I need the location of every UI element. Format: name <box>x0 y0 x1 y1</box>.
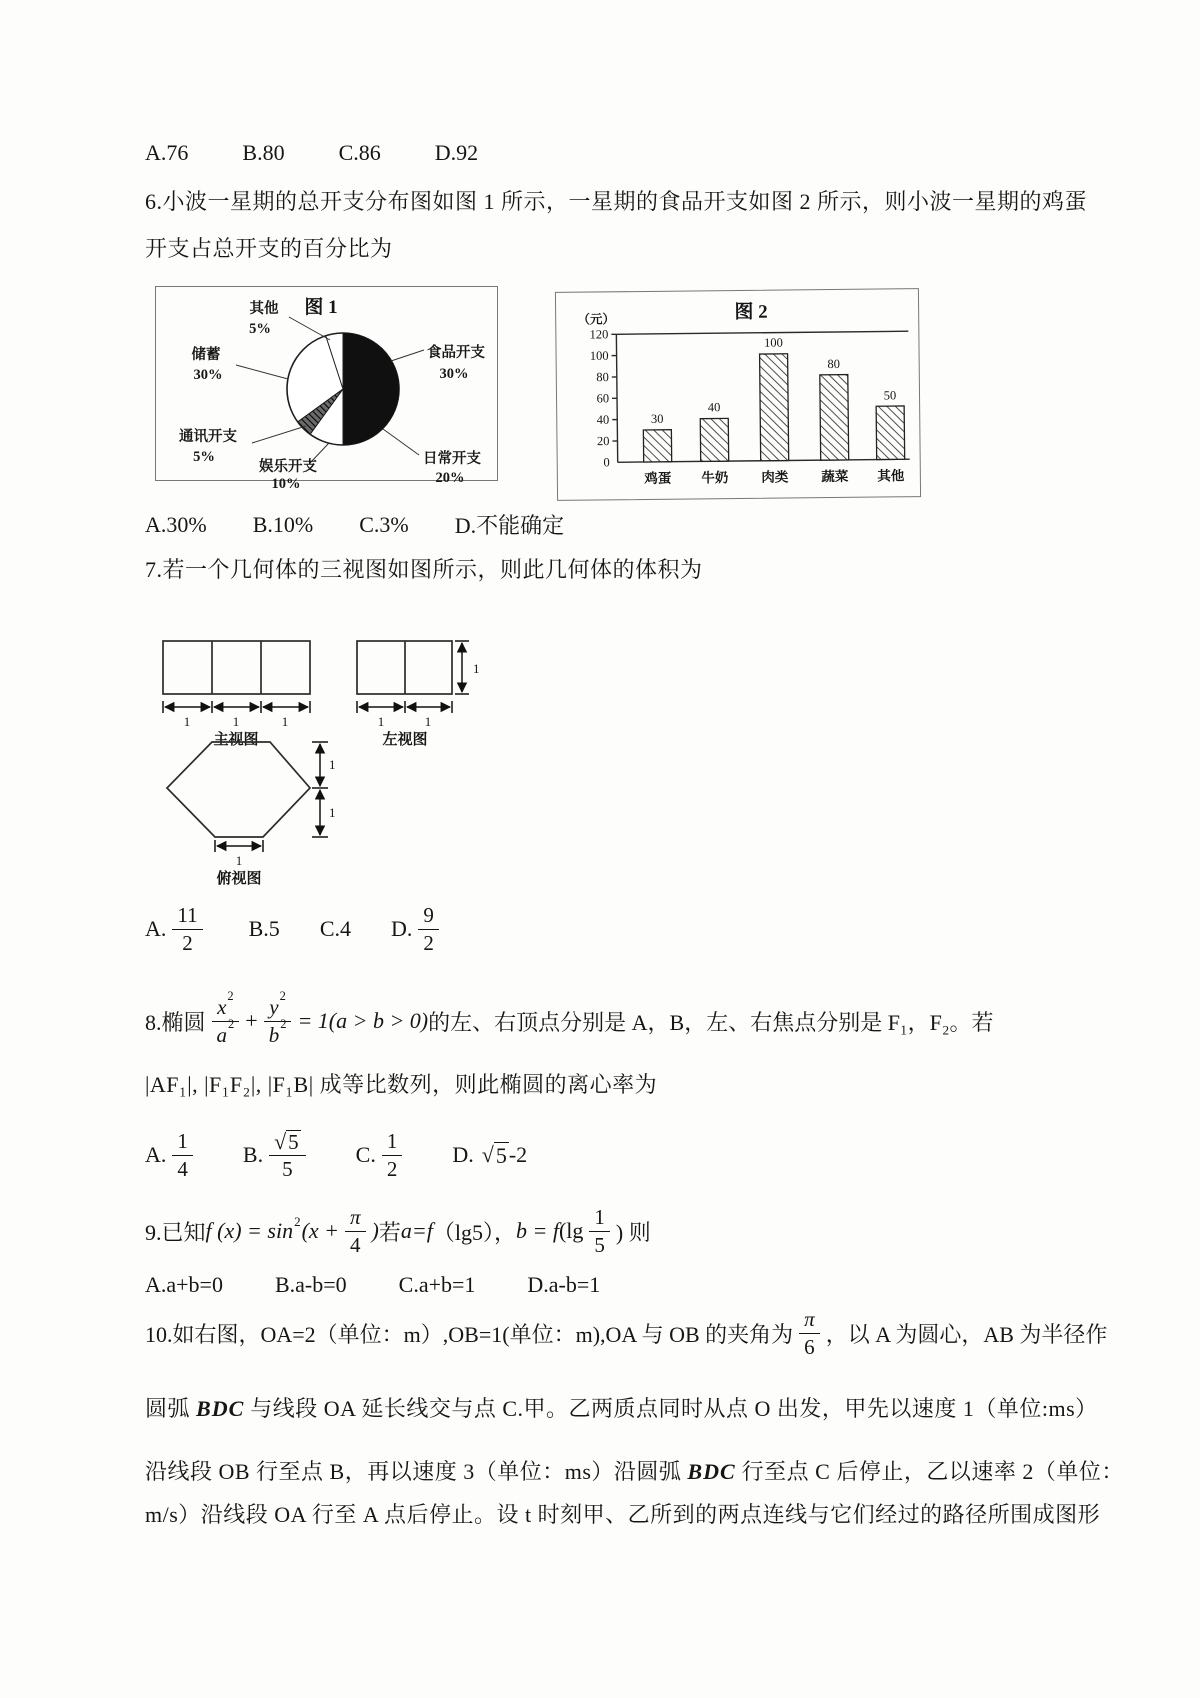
fraction-denominator: 4 <box>177 1156 188 1181</box>
fraction-numerator: 9 <box>418 904 439 929</box>
bar-ytick-labels <box>590 327 610 469</box>
q8-options-row <box>145 1115 527 1195</box>
q9-exponent: 2 <box>294 1214 301 1229</box>
pie-label-savings: 储蓄 <box>191 347 221 363</box>
q10-line2a: 圆弧 <box>145 1396 197 1421</box>
pie-label-comm: 通讯开支 <box>179 429 237 445</box>
bar-cat-veg: 蔬菜 <box>821 468 849 485</box>
q9-close: ) <box>371 1218 379 1243</box>
pie-pct-comm: 5% <box>193 449 215 465</box>
den-exp: 2 <box>228 1016 235 1031</box>
q5-option-d: D.92 <box>434 140 479 165</box>
front-view-dims <box>163 701 310 713</box>
q9-b-def: b = f <box>515 1218 559 1243</box>
side-dim-1b: 1 <box>424 714 432 729</box>
q10-line2b: 与线段 OA 延长线交与点 C.甲。乙两质点同时从点 O 出发，甲先以速度 1（单位:ms） <box>244 1396 1098 1421</box>
q9-fx: f (x) = sin <box>205 1218 294 1243</box>
pie-chart <box>156 287 497 492</box>
q9-option-a: A.a+b=0 <box>145 1272 223 1297</box>
pie-pct-foodexp: 30% <box>439 366 469 382</box>
q8-option-c <box>356 1130 409 1179</box>
bar-other <box>876 406 905 460</box>
q8-option-c-label: C. <box>355 1142 376 1167</box>
q8-line1 <box>145 975 994 1067</box>
ytick-100: 100 <box>589 348 609 363</box>
pie-label-fun: 娱乐开支 <box>259 459 317 475</box>
arc-name-bdc: BDC <box>687 1459 736 1484</box>
q7-option-a <box>145 904 209 953</box>
ytick-120: 120 <box>589 327 609 342</box>
q6-option-d: D.不能确定 <box>454 513 565 538</box>
q7-option-a-label: A. <box>145 916 167 941</box>
fraction-numerator: π <box>799 1308 820 1333</box>
bar-chart <box>556 289 920 500</box>
q9-t1: 若 <box>378 1219 401 1245</box>
q9-a-def: a=f <box>400 1218 433 1243</box>
q5-option-c: C.86 <box>338 140 381 165</box>
q8-option-b-label: B. <box>242 1141 264 1167</box>
q6-text-line2: 开支占总开支的百分比为 <box>145 236 393 261</box>
side-dim-1a: 1 <box>377 714 385 729</box>
q9-t4: ) 则 <box>615 1219 651 1245</box>
q7-options-row <box>145 893 445 965</box>
q8-option-b <box>243 1130 312 1180</box>
pie-pct-savings: 30% <box>193 367 223 383</box>
q9-options-row <box>145 1272 600 1298</box>
den-base: b <box>268 1022 280 1047</box>
q8-line2: |AF₁|, |F₁F₂|, |F₁B| 成等比数列，则此椭圆的离心率为 <box>145 1072 658 1097</box>
bar-milk <box>700 418 728 461</box>
sqrt-5 <box>482 1142 509 1169</box>
fraction-9-2 <box>418 904 439 953</box>
bar-cat-milk: 牛奶 <box>701 470 729 486</box>
bar-veg <box>820 375 849 461</box>
q8-plus: + <box>245 1008 258 1033</box>
bar-value-milk: 40 <box>707 400 721 415</box>
side-view-caption: 左视图 <box>382 732 428 748</box>
top-view-caption: 俯视图 <box>216 871 262 887</box>
bar-cat-eggs: 鸡蛋 <box>644 470 672 486</box>
bar-meat <box>760 354 789 461</box>
bar-cat-other: 其他 <box>877 468 905 484</box>
q10-line1 <box>145 1297 1107 1369</box>
fraction-denominator: 6 <box>804 1334 815 1359</box>
q8-prefix: 8.椭圆 <box>145 1009 206 1035</box>
pie-label-daily: 日常开支 <box>423 451 481 467</box>
fraction-denominator: 2 <box>182 930 193 955</box>
fraction-y2-b2 <box>264 989 292 1047</box>
q7-option-d-label: D. <box>391 916 413 941</box>
fraction-denominator: 5 <box>594 1232 605 1257</box>
top-view-shape <box>167 742 310 837</box>
q8-option-a-label: A. <box>145 1142 167 1167</box>
bar-title: 图 2 <box>734 301 768 324</box>
q7-option-b: B.5 <box>248 916 280 941</box>
fraction-1-5 <box>589 1206 610 1255</box>
q10-line3b: 行至点 C 后停止，乙以速率 2（单位： <box>735 1459 1124 1484</box>
q5-option-a: A.76 <box>145 140 189 165</box>
q9-open: (x + <box>301 1218 340 1243</box>
q8-option-d-rest: -2 <box>508 1142 528 1167</box>
front-view-shape <box>163 641 310 694</box>
bars <box>643 353 905 462</box>
fraction-1-4 <box>172 1130 193 1179</box>
q10-p2: ，以 A 为圆心，AB 为半径作 <box>825 1321 1108 1347</box>
ytick-20: 20 <box>596 434 610 449</box>
ytick-60: 60 <box>596 391 610 406</box>
q9-option-c: C.a+b=1 <box>398 1272 476 1297</box>
front-dim-1b: 1 <box>232 714 240 729</box>
q10-line3 <box>145 1455 1124 1486</box>
pie-label-foodexp: 食品开支 <box>427 345 485 361</box>
q6-text-line1: 6.小波一星期的总开支分布图如图 1 所示，一星期的食品开支如图 2 所示，则小波一星期的鸡蛋 <box>145 189 1088 214</box>
fraction-1-2 <box>382 1130 403 1179</box>
den-base: a <box>216 1022 228 1047</box>
radical-sign: √ <box>274 1128 287 1154</box>
fraction-pi-4 <box>345 1206 366 1255</box>
q7-text: 7.若一个几何体的三视图如图所示，则此几何体的体积为 <box>145 557 703 582</box>
ytick-80: 80 <box>596 370 609 385</box>
q7-option-c: C.4 <box>319 916 351 941</box>
num-exp: 2 <box>279 989 286 1004</box>
bar-value-other: 50 <box>883 388 897 403</box>
arc-name-bdc: BDC <box>196 1396 245 1421</box>
pie-label-other: 其他 <box>249 301 279 317</box>
q6-option-a: A.30% <box>145 511 207 537</box>
q6-option-b: B.10% <box>252 511 314 537</box>
fraction-numerator: 1 <box>172 1130 193 1155</box>
fraction-numerator: 1 <box>589 1206 610 1231</box>
ytick-40: 40 <box>596 412 610 427</box>
three-view-diagram <box>145 585 605 895</box>
q8-option-a <box>145 1130 199 1179</box>
radical-sign: √ <box>481 1141 494 1167</box>
figure2-bar-chart-box <box>555 288 921 501</box>
bar-category-labels <box>643 467 905 486</box>
top-dim-1b: 1 <box>329 805 336 820</box>
fraction-numerator: 11 <box>172 904 202 929</box>
fraction-numerator: 1 <box>382 1130 403 1155</box>
q10-line4: m/s）沿线段 OA 行至 A 点后停止。设 t 时刻甲、乙所到的两点连线与它们经过的路径所围成图形 <box>145 1502 1101 1527</box>
q8-option-d <box>452 1142 527 1169</box>
top-dim-1c: 1 <box>235 853 243 868</box>
q5-option-b: B.80 <box>242 140 285 165</box>
side-view-shape <box>357 641 452 694</box>
num-base: y <box>269 995 279 1020</box>
side-dim-height: 1 <box>473 661 480 676</box>
front-dim-1a: 1 <box>183 714 191 729</box>
front-dim-1c: 1 <box>281 714 289 729</box>
q9-line <box>145 1195 651 1267</box>
q9-t2: （lg5）， <box>432 1219 516 1245</box>
ytick-0: 0 <box>603 455 610 470</box>
q8-option-d-label: D. <box>452 1142 474 1167</box>
top-view-dims <box>215 742 328 852</box>
fraction-denominator: 5 <box>282 1157 293 1182</box>
figure1-pie-chart-box <box>155 286 498 492</box>
num-exp: 2 <box>227 989 234 1004</box>
q9-option-d: D.a-b=1 <box>527 1272 601 1297</box>
q9-option-b: B.a-b=0 <box>274 1272 347 1297</box>
pie-slice-food-and-daily <box>343 333 399 445</box>
pie-pct-daily: 20% <box>435 470 465 486</box>
bar-value-veg: 80 <box>827 356 841 372</box>
fraction-x2-a2 <box>212 989 240 1047</box>
q6-options-row <box>145 509 564 540</box>
q8-equation: = 1(a > b > 0) <box>297 1008 429 1033</box>
q8-rest: 的左、右顶点分别是 A，B，左、右焦点分别是 F₁，F₂。若 <box>428 1009 994 1035</box>
q9-number: 9.已知 <box>145 1219 206 1245</box>
bar-ylabel: （元） <box>577 312 616 327</box>
q6-option-c: C.3% <box>359 511 409 537</box>
pie-body <box>236 317 424 463</box>
fraction-sqrt5-5 <box>269 1130 306 1180</box>
fraction-denominator: 4 <box>350 1232 361 1257</box>
fraction-11-2 <box>172 904 202 953</box>
pie-pct-fun: 10% <box>271 476 301 492</box>
fraction-denominator: 2 <box>423 930 434 955</box>
top-dim-1a: 1 <box>329 757 336 772</box>
bar-value-eggs: 30 <box>650 411 664 426</box>
three-view-svg <box>145 585 605 890</box>
den-exp: 2 <box>280 1016 287 1031</box>
bar-value-meat: 100 <box>764 335 783 350</box>
radicand: 5 <box>288 1129 299 1154</box>
pie-title: 图 1 <box>304 297 338 318</box>
num-base: x <box>217 995 227 1020</box>
fraction-pi-6 <box>799 1308 820 1357</box>
q10-line2 <box>145 1392 1098 1423</box>
q10-line3a: 沿线段 OB 行至点 B，再以速度 3（单位：ms）沿圆弧 <box>145 1459 688 1484</box>
bar-eggs <box>643 430 671 462</box>
q7-option-d <box>391 904 445 953</box>
fraction-numerator: π <box>345 1206 366 1231</box>
bar-cat-meat: 肉类 <box>761 469 789 485</box>
q9-t3: (lg <box>558 1218 584 1243</box>
radicand: 5 <box>495 1142 507 1168</box>
front-view-caption: 主视图 <box>213 732 259 748</box>
q10-p1: 10.如右图，OA=2（单位：m）,OB=1(单位：m),OA 与 OB 的夹角为 <box>145 1321 794 1347</box>
fraction-denominator: 2 <box>386 1156 398 1181</box>
pie-pct-other: 5% <box>249 321 271 337</box>
q5-options-row <box>145 140 478 166</box>
